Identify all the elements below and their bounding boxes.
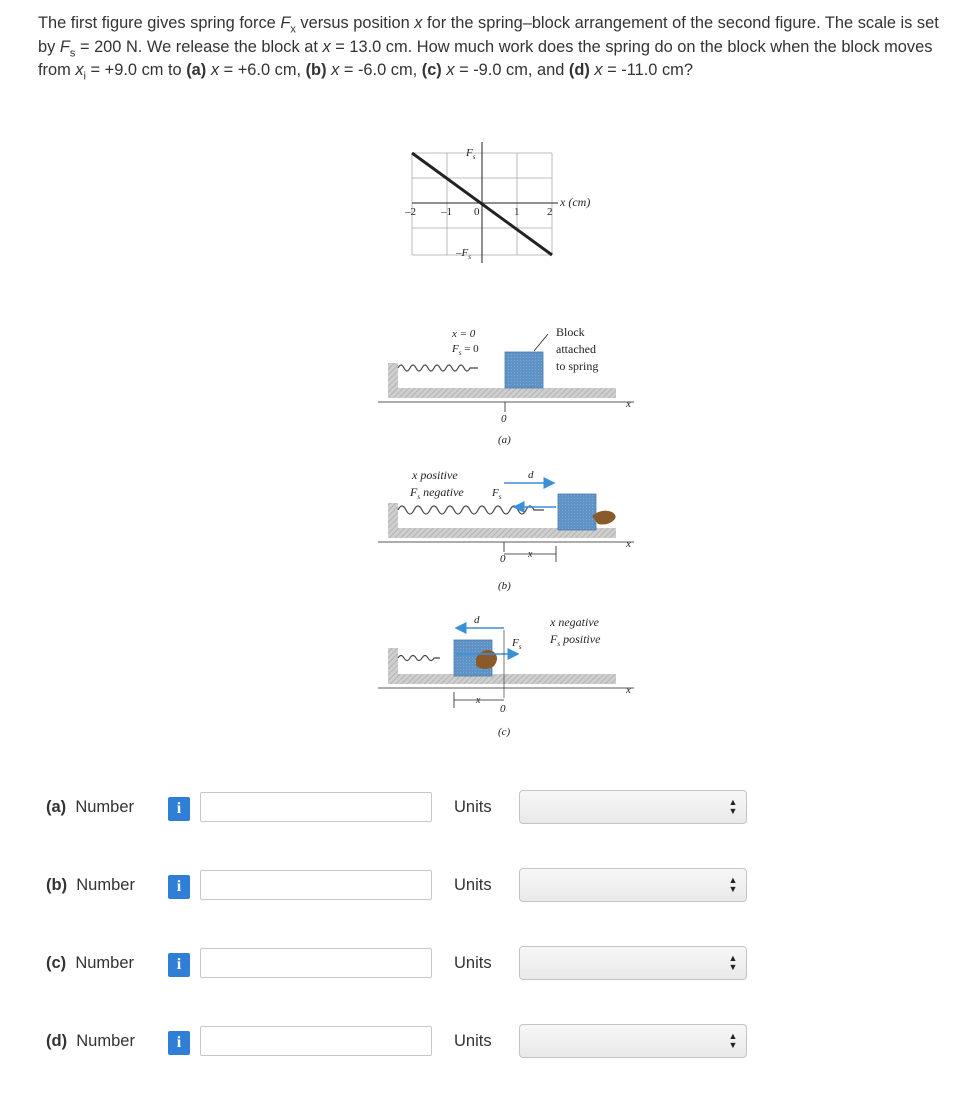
answer-label: (c) Number (46, 954, 135, 972)
info-icon[interactable]: i (168, 797, 190, 821)
panel-a-origin: 0 (501, 413, 507, 425)
answer-label: (d) Number (46, 1032, 135, 1050)
panel-b-x-axis-label: x (626, 538, 631, 550)
panel-a-spring (398, 365, 478, 371)
panel-c-floor (388, 674, 616, 684)
panel-a-caption: (a) (498, 434, 511, 446)
force-graph (404, 142, 590, 263)
units-select[interactable] (519, 946, 747, 980)
panel-b-text2: $F_s$ negative (410, 485, 464, 501)
spring-figures (370, 138, 660, 748)
answer-label: (a) Number (46, 798, 135, 816)
number-input[interactable] (200, 870, 432, 900)
panel-c-x-label: x (476, 695, 481, 706)
select-arrows-icon: ▲ ▼ (728, 875, 738, 894)
number-input[interactable] (200, 792, 432, 822)
info-icon[interactable]: i (168, 1031, 190, 1055)
units-select[interactable] (519, 790, 747, 824)
panel-c (378, 614, 634, 738)
panel-c-text1: x negative (550, 615, 599, 629)
units-label: Units (454, 1032, 492, 1050)
select-arrows-icon: ▲ ▼ (728, 953, 738, 972)
info-icon[interactable]: i (168, 953, 190, 977)
graph-tick-label: 2 (547, 206, 553, 218)
panel-a-eq1: x = 0 (452, 328, 476, 340)
panel-c-text2: $F_s$ positive (550, 632, 601, 648)
panel-b-fs-label: $F_s$ (492, 487, 502, 501)
select-arrows-icon: ▲ ▼ (728, 797, 738, 816)
panel-a-block-label-2: attached (556, 342, 596, 356)
units-label: Units (454, 876, 492, 894)
select-arrows-icon: ▲ ▼ (728, 1031, 738, 1050)
panel-c-fs-label: $F_s$ (512, 637, 522, 651)
panel-b (378, 468, 634, 592)
panel-a-floor (388, 388, 616, 398)
panel-b-block (558, 494, 596, 530)
number-input[interactable] (200, 1026, 432, 1056)
panel-a-eq2: $F_s = 0$ (452, 343, 479, 357)
graph-tick-label: 0 (474, 206, 480, 218)
units-select[interactable] (519, 1024, 747, 1058)
panel-a-x-label: x (626, 398, 631, 410)
units-label: Units (454, 954, 492, 972)
graph-tick-label: 1 (514, 206, 520, 218)
panel-a-block-label-1: Block (556, 325, 585, 339)
panel-b-text1: x positive (412, 468, 458, 482)
graph-axis-label: x (cm) (560, 195, 591, 209)
panel-c-x-axis-label: x (626, 684, 631, 696)
panel-c-origin: 0 (500, 703, 506, 715)
panel-c-spring (398, 656, 440, 661)
panel-a (378, 325, 634, 446)
panel-b-d-label: d (528, 469, 534, 481)
graph-tick-label: –1 (441, 206, 452, 218)
panel-c-d-label: d (474, 614, 480, 626)
units-label: Units (454, 798, 492, 816)
graph-fs-top-label: $F_s$ (466, 147, 476, 161)
units-select[interactable] (519, 868, 747, 902)
number-input[interactable] (200, 948, 432, 978)
graph-tick-label: –2 (405, 206, 416, 218)
graph-fs-bottom-label: $-F_s$ (456, 247, 471, 261)
question-text: The first figure gives spring force $F_x$ versus position x for the spring–block arrangement of the second figure. The scale is set by $F_s = 200$ N. We release the block at x = 13.0 cm. How much work does the spring do on the block when the block moves from $x_i = +9.0$ cm to (a) x = +6.0 cm, (b) x = -6.0 cm, (c) x = -9.0 cm, and (d) x = -11.0 cm? (38, 14, 939, 83)
panel-a-block-label-3: to spring (556, 359, 599, 373)
panel-c-caption: (c) (498, 726, 511, 738)
info-icon[interactable]: i (168, 875, 190, 899)
panel-b-caption: (b) (498, 580, 511, 592)
panel-b-origin: 0 (500, 553, 506, 565)
panel-a-block (505, 352, 543, 388)
answer-label: (b) Number (46, 876, 135, 894)
panel-b-x-label: x (528, 549, 533, 560)
